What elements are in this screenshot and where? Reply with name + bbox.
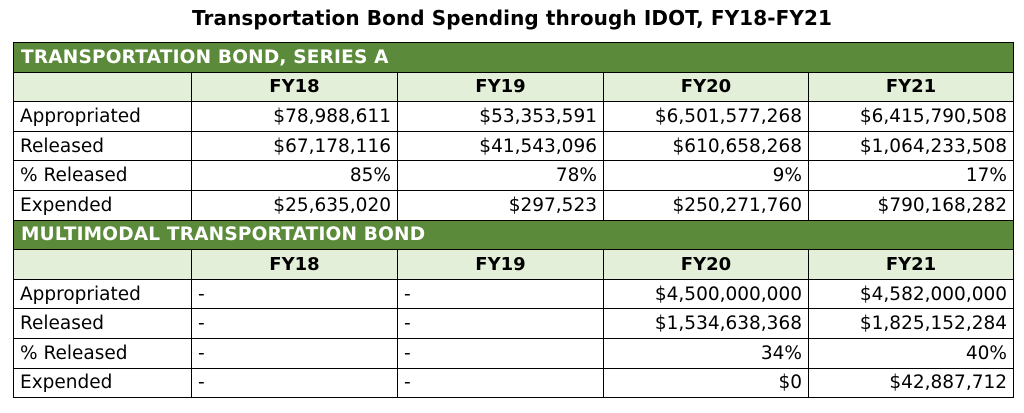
table-cell: $0 [604, 368, 809, 398]
table-row [14, 309, 1014, 339]
column-header-row [14, 250, 1014, 280]
table-cell: $1,064,233,508 [809, 131, 1014, 161]
column-header: FY19 [398, 72, 604, 102]
row-label: Released [14, 309, 192, 339]
header-blank-cell [14, 250, 192, 280]
section-header-multimodal [14, 220, 1014, 250]
column-header: FY18 [192, 250, 398, 280]
table-cell: $67,178,116 [192, 131, 398, 161]
table-cell: - [192, 309, 398, 339]
section-title: TRANSPORTATION BOND, SERIES A [14, 43, 1014, 73]
row-label: Expended [14, 190, 192, 220]
table-cell: $78,988,611 [192, 102, 398, 132]
table-cell: $25,635,020 [192, 190, 398, 220]
row-label: Appropriated [14, 279, 192, 309]
table-row [14, 161, 1014, 191]
table-row [14, 368, 1014, 398]
column-header: FY20 [604, 250, 809, 280]
table-cell: - [398, 338, 604, 368]
column-header-row [14, 72, 1014, 102]
table-cell: 34% [604, 338, 809, 368]
table-row [14, 190, 1014, 220]
table-cell: $250,271,760 [604, 190, 809, 220]
table-cell: 17% [809, 161, 1014, 191]
table-row [14, 279, 1014, 309]
table-cell: $790,168,282 [809, 190, 1014, 220]
bond-spending-table [13, 42, 1014, 398]
table-cell: - [398, 279, 604, 309]
table-cell: $4,582,000,000 [809, 279, 1014, 309]
table-cell: 85% [192, 161, 398, 191]
table-cell: 40% [809, 338, 1014, 368]
table-cell: 78% [398, 161, 604, 191]
table-cell: 9% [604, 161, 809, 191]
column-header: FY20 [604, 72, 809, 102]
column-header: FY21 [809, 72, 1014, 102]
table-cell: - [192, 338, 398, 368]
table-cell: - [192, 368, 398, 398]
column-header: FY19 [398, 250, 604, 280]
table-cell: - [192, 279, 398, 309]
table-cell: - [398, 368, 604, 398]
table-cell: $610,658,268 [604, 131, 809, 161]
section-title: MULTIMODAL TRANSPORTATION BOND [14, 220, 1014, 250]
row-label: % Released [14, 338, 192, 368]
table-cell: $6,415,790,508 [809, 102, 1014, 132]
row-label: Expended [14, 368, 192, 398]
table-cell: $53,353,591 [398, 102, 604, 132]
table-cell: $4,500,000,000 [604, 279, 809, 309]
column-header: FY21 [809, 250, 1014, 280]
table-cell: $41,543,096 [398, 131, 604, 161]
table-cell: $6,501,577,268 [604, 102, 809, 132]
section-header-series-a [14, 43, 1014, 73]
table-cell: $297,523 [398, 190, 604, 220]
table-cell: $1,534,638,368 [604, 309, 809, 339]
table-row [14, 338, 1014, 368]
table-row [14, 102, 1014, 132]
table-cell: $1,825,152,284 [809, 309, 1014, 339]
table-row [14, 131, 1014, 161]
table-cell: - [398, 309, 604, 339]
header-blank-cell [14, 72, 192, 102]
row-label: % Released [14, 161, 192, 191]
row-label: Released [14, 131, 192, 161]
column-header: FY18 [192, 72, 398, 102]
table-title: Transportation Bond Spending through IDOT, FY18-FY21 [191, 6, 832, 30]
table-cell: $42,887,712 [809, 368, 1014, 398]
row-label: Appropriated [14, 102, 192, 132]
